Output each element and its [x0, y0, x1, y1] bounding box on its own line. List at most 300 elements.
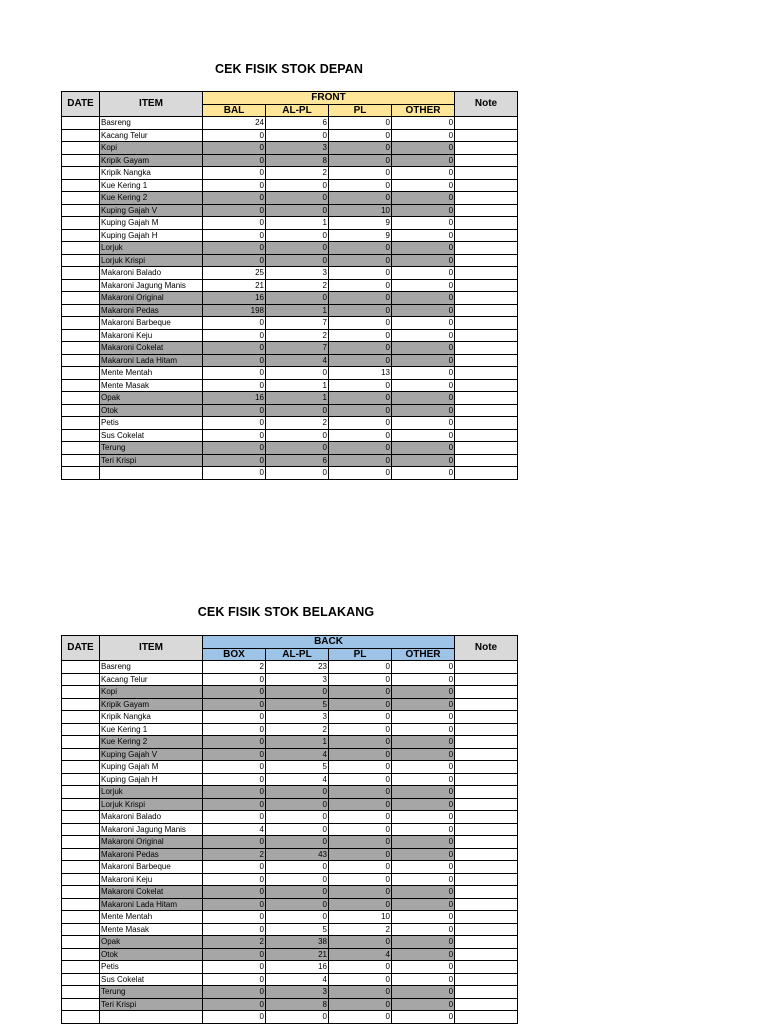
qty-cell-3: 0: [329, 379, 392, 392]
qty-cell-4: 0: [392, 167, 455, 180]
date-cell: [62, 154, 100, 167]
item-cell: Kue Kering 1: [100, 723, 203, 736]
qty-cell-1: 0: [203, 467, 266, 480]
date-cell: [62, 936, 100, 949]
item-cell: Basreng: [100, 661, 203, 674]
qty-cell-3: 13: [329, 367, 392, 380]
qty-cell-4: 0: [392, 392, 455, 405]
qty-cell-3: 4: [329, 948, 392, 961]
date-cell: [62, 861, 100, 874]
qty-cell-3: 0: [329, 861, 392, 874]
qty-cell-4: 0: [392, 354, 455, 367]
item-cell: Makaroni Lada Hitam: [100, 898, 203, 911]
qty-cell-2: 7: [266, 317, 329, 330]
qty-cell-1: 0: [203, 711, 266, 724]
qty-cell-4: 0: [392, 454, 455, 467]
qty-cell-4: 0: [392, 923, 455, 936]
qty-cell-4: 0: [392, 417, 455, 430]
qty-cell-1: 0: [203, 998, 266, 1011]
table-row: [62, 304, 518, 317]
qty-cell-2: 0: [266, 798, 329, 811]
date-cell: [62, 454, 100, 467]
note-cell: [455, 404, 518, 417]
qty-cell-4: 0: [392, 786, 455, 799]
table-row: [62, 736, 518, 749]
qty-cell-2: 4: [266, 748, 329, 761]
table-row: [62, 723, 518, 736]
qty-cell-3: 0: [329, 973, 392, 986]
table-row: [62, 673, 518, 686]
note-cell: [455, 367, 518, 380]
date-cell: [62, 467, 100, 480]
qty-cell-1: 0: [203, 798, 266, 811]
qty-cell-4: 0: [392, 986, 455, 999]
item-header: ITEM: [100, 92, 203, 117]
note-cell: [455, 723, 518, 736]
table-row: [62, 661, 518, 674]
item-cell: Lorjuk Krispi: [100, 254, 203, 267]
item-cell: Makaroni Keju: [100, 329, 203, 342]
qty-cell-2: 43: [266, 848, 329, 861]
date-cell: [62, 417, 100, 430]
qty-cell-3: 0: [329, 154, 392, 167]
qty-cell-2: 0: [266, 823, 329, 836]
date-cell: [62, 242, 100, 255]
note-cell: [455, 836, 518, 849]
qty-cell-1: 0: [203, 367, 266, 380]
item-cell: Mente Masak: [100, 379, 203, 392]
qty-cell-2: 3: [266, 142, 329, 155]
qty-cell-2: 8: [266, 998, 329, 1011]
note-cell: [455, 442, 518, 455]
item-cell: Makaroni Original: [100, 836, 203, 849]
table-row: [62, 254, 518, 267]
note-cell: [455, 786, 518, 799]
qty-cell-4: 0: [392, 442, 455, 455]
item-cell: Makaroni Original: [100, 292, 203, 305]
item-cell: Kripik Nangka: [100, 167, 203, 180]
qty-cell-1: 21: [203, 279, 266, 292]
table-row: [62, 129, 518, 142]
item-cell: Kopi: [100, 686, 203, 699]
qty-cell-3: 0: [329, 429, 392, 442]
item-cell: Makaroni Jagung Manis: [100, 279, 203, 292]
qty-cell-4: 0: [392, 798, 455, 811]
note-cell: [455, 154, 518, 167]
qty-cell-4: 0: [392, 661, 455, 674]
date-cell: [62, 367, 100, 380]
qty-cell-4: 0: [392, 217, 455, 230]
back-stock-table: [61, 635, 518, 1024]
note-cell: [455, 267, 518, 280]
qty-cell-2: 3: [266, 986, 329, 999]
qty-cell-4: 0: [392, 304, 455, 317]
note-cell: [455, 936, 518, 949]
qty-cell-3: 0: [329, 736, 392, 749]
table-row: [62, 117, 518, 130]
date-cell: [62, 304, 100, 317]
qty-cell-1: 0: [203, 736, 266, 749]
item-cell: Kacang Telur: [100, 129, 203, 142]
item-cell: Makaroni Keju: [100, 873, 203, 886]
al-pl-header: AL-PL: [266, 648, 329, 661]
table-row: [62, 936, 518, 949]
table-row: [62, 911, 518, 924]
date-cell: [62, 836, 100, 849]
note-cell: [455, 217, 518, 230]
note-cell: [455, 686, 518, 699]
date-cell: [62, 142, 100, 155]
qty-cell-1: 0: [203, 748, 266, 761]
note-cell: [455, 998, 518, 1011]
qty-cell-2: 1: [266, 217, 329, 230]
date-cell: [62, 442, 100, 455]
item-cell: Petis: [100, 417, 203, 430]
table-row: [62, 242, 518, 255]
qty-cell-1: 0: [203, 317, 266, 330]
date-cell: [62, 911, 100, 924]
qty-cell-2: 0: [266, 192, 329, 205]
qty-cell-4: 0: [392, 279, 455, 292]
note-cell: [455, 711, 518, 724]
date-header: DATE: [62, 636, 100, 661]
qty-cell-4: 0: [392, 911, 455, 924]
item-cell: Makaroni Jagung Manis: [100, 823, 203, 836]
qty-cell-3: 0: [329, 886, 392, 899]
qty-cell-3: 0: [329, 354, 392, 367]
note-cell: [455, 823, 518, 836]
qty-cell-2: 8: [266, 154, 329, 167]
pl-header: PL: [329, 648, 392, 661]
qty-cell-1: 0: [203, 229, 266, 242]
note-cell: [455, 898, 518, 911]
table-row: [62, 861, 518, 874]
qty-cell-4: 0: [392, 129, 455, 142]
item-cell: Makaroni Cokelat: [100, 886, 203, 899]
date-cell: [62, 392, 100, 405]
qty-cell-4: 0: [392, 811, 455, 824]
note-cell: [455, 761, 518, 774]
qty-cell-2: 0: [266, 898, 329, 911]
note-cell: [455, 167, 518, 180]
note-cell: [455, 811, 518, 824]
qty-cell-4: 0: [392, 761, 455, 774]
item-cell: Makaroni Balado: [100, 811, 203, 824]
date-cell: [62, 986, 100, 999]
qty-cell-4: 0: [392, 292, 455, 305]
qty-cell-3: 0: [329, 1011, 392, 1024]
qty-cell-3: 0: [329, 748, 392, 761]
item-cell: Kuping Gajah M: [100, 217, 203, 230]
table-row: [62, 467, 518, 480]
qty-cell-2: 0: [266, 467, 329, 480]
qty-cell-1: 0: [203, 911, 266, 924]
item-cell: Opak: [100, 936, 203, 949]
qty-cell-2: 0: [266, 873, 329, 886]
table-row: [62, 142, 518, 155]
note-cell: [455, 142, 518, 155]
item-cell: Kue Kering 1: [100, 179, 203, 192]
note-cell: [455, 673, 518, 686]
table-row: [62, 179, 518, 192]
qty-cell-1: 0: [203, 948, 266, 961]
front-group-header: FRONT: [203, 92, 455, 105]
table-row: [62, 761, 518, 774]
item-cell: Otok: [100, 404, 203, 417]
item-cell: Kuping Gajah V: [100, 748, 203, 761]
note-cell: [455, 798, 518, 811]
qty-cell-3: 0: [329, 723, 392, 736]
qty-cell-2: 2: [266, 167, 329, 180]
qty-cell-3: 0: [329, 317, 392, 330]
note-cell: [455, 129, 518, 142]
qty-cell-2: 0: [266, 229, 329, 242]
item-cell: Teri Krispi: [100, 454, 203, 467]
qty-cell-1: 16: [203, 392, 266, 405]
qty-cell-1: 0: [203, 836, 266, 849]
item-cell: Petis: [100, 961, 203, 974]
qty-cell-4: 0: [392, 948, 455, 961]
qty-cell-3: 0: [329, 192, 392, 205]
item-cell: Makaroni Barbeque: [100, 317, 203, 330]
item-cell: Makaroni Barbeque: [100, 861, 203, 874]
table-row: [62, 698, 518, 711]
item-cell: Lorjuk: [100, 786, 203, 799]
date-cell: [62, 748, 100, 761]
qty-cell-3: 0: [329, 467, 392, 480]
item-cell: Kripik Gayam: [100, 698, 203, 711]
qty-cell-2: 38: [266, 936, 329, 949]
back-table-title: CEK FISIK STOK BELAKANG: [197, 605, 375, 619]
date-cell: [62, 267, 100, 280]
qty-cell-4: 0: [392, 379, 455, 392]
item-cell: Makaroni Pedas: [100, 848, 203, 861]
date-header: DATE: [62, 92, 100, 117]
table-row: [62, 823, 518, 836]
qty-cell-3: 0: [329, 304, 392, 317]
date-cell: [62, 229, 100, 242]
qty-cell-4: 0: [392, 117, 455, 130]
item-cell: Kacang Telur: [100, 673, 203, 686]
note-header: Note: [455, 636, 518, 661]
qty-cell-1: 0: [203, 242, 266, 255]
date-cell: [62, 873, 100, 886]
qty-cell-3: 0: [329, 267, 392, 280]
date-cell: [62, 761, 100, 774]
item-cell: Kue Kering 2: [100, 736, 203, 749]
item-header: ITEM: [100, 636, 203, 661]
qty-cell-2: 1: [266, 304, 329, 317]
qty-cell-3: 0: [329, 986, 392, 999]
note-cell: [455, 179, 518, 192]
table-row: [62, 773, 518, 786]
qty-cell-2: 21: [266, 948, 329, 961]
date-cell: [62, 923, 100, 936]
table-row: [62, 317, 518, 330]
qty-cell-2: 0: [266, 442, 329, 455]
note-cell: [455, 1011, 518, 1024]
date-cell: [62, 354, 100, 367]
item-cell: Kuping Gajah H: [100, 773, 203, 786]
qty-cell-2: 0: [266, 129, 329, 142]
table-row: [62, 748, 518, 761]
qty-cell-3: 10: [329, 204, 392, 217]
qty-cell-3: 0: [329, 836, 392, 849]
note-cell: [455, 773, 518, 786]
date-cell: [62, 279, 100, 292]
qty-cell-3: 0: [329, 661, 392, 674]
qty-cell-1: 4: [203, 823, 266, 836]
table-row: [62, 292, 518, 305]
qty-cell-3: 0: [329, 686, 392, 699]
qty-cell-4: 0: [392, 861, 455, 874]
date-cell: [62, 798, 100, 811]
qty-cell-2: 0: [266, 242, 329, 255]
note-cell: [455, 304, 518, 317]
qty-cell-3: 0: [329, 711, 392, 724]
date-cell: [62, 786, 100, 799]
item-cell: Makaroni Balado: [100, 267, 203, 280]
item-cell: Kopi: [100, 142, 203, 155]
table-row: [62, 379, 518, 392]
qty-cell-2: 23: [266, 661, 329, 674]
table-row: [62, 686, 518, 699]
qty-cell-3: 0: [329, 167, 392, 180]
qty-cell-1: 0: [203, 861, 266, 874]
qty-cell-4: 0: [392, 317, 455, 330]
qty-cell-4: 0: [392, 154, 455, 167]
date-cell: [62, 379, 100, 392]
qty-cell-4: 0: [392, 142, 455, 155]
table-row: [62, 204, 518, 217]
qty-cell-2: 4: [266, 773, 329, 786]
qty-cell-1: 0: [203, 761, 266, 774]
table-row: [62, 848, 518, 861]
qty-cell-2: 0: [266, 179, 329, 192]
table-row: [62, 267, 518, 280]
item-cell: [100, 467, 203, 480]
note-cell: [455, 886, 518, 899]
qty-cell-4: 0: [392, 973, 455, 986]
qty-cell-4: 0: [392, 242, 455, 255]
qty-cell-3: 0: [329, 773, 392, 786]
table-row: [62, 417, 518, 430]
qty-cell-4: 0: [392, 229, 455, 242]
qty-cell-3: 0: [329, 242, 392, 255]
qty-cell-3: 0: [329, 442, 392, 455]
note-cell: [455, 429, 518, 442]
table-row: [62, 429, 518, 442]
qty-cell-3: 0: [329, 179, 392, 192]
item-cell: Kue Kering 2: [100, 192, 203, 205]
qty-cell-2: 16: [266, 961, 329, 974]
table-row: [62, 898, 518, 911]
qty-cell-1: 0: [203, 898, 266, 911]
date-cell: [62, 1011, 100, 1024]
qty-cell-3: 0: [329, 404, 392, 417]
note-cell: [455, 204, 518, 217]
qty-cell-2: 0: [266, 836, 329, 849]
qty-cell-3: 0: [329, 873, 392, 886]
qty-cell-2: 2: [266, 417, 329, 430]
qty-cell-1: 16: [203, 292, 266, 305]
qty-cell-4: 0: [392, 254, 455, 267]
qty-cell-2: 0: [266, 367, 329, 380]
qty-cell-4: 0: [392, 898, 455, 911]
date-cell: [62, 686, 100, 699]
date-cell: [62, 823, 100, 836]
item-cell: Sus Cokelat: [100, 973, 203, 986]
qty-cell-1: 198: [203, 304, 266, 317]
qty-cell-2: 0: [266, 254, 329, 267]
back-group-header: BACK: [203, 636, 455, 649]
table-row: [62, 1011, 518, 1024]
date-cell: [62, 117, 100, 130]
note-header: Note: [455, 92, 518, 117]
qty-cell-4: 0: [392, 936, 455, 949]
bal-header: BAL: [203, 104, 266, 117]
qty-cell-1: 0: [203, 167, 266, 180]
table-row: [62, 873, 518, 886]
date-cell: [62, 673, 100, 686]
qty-cell-2: 0: [266, 686, 329, 699]
qty-cell-3: 0: [329, 129, 392, 142]
qty-cell-2: 4: [266, 973, 329, 986]
qty-cell-3: 0: [329, 786, 392, 799]
qty-cell-1: 2: [203, 848, 266, 861]
qty-cell-3: 0: [329, 998, 392, 1011]
qty-cell-3: 0: [329, 454, 392, 467]
item-cell: Terung: [100, 986, 203, 999]
qty-cell-2: 5: [266, 923, 329, 936]
qty-cell-2: 3: [266, 267, 329, 280]
date-cell: [62, 898, 100, 911]
qty-cell-3: 0: [329, 392, 392, 405]
item-cell: Mente Mentah: [100, 911, 203, 924]
note-cell: [455, 292, 518, 305]
qty-cell-1: 2: [203, 936, 266, 949]
table-row: [62, 886, 518, 899]
item-cell: [100, 1011, 203, 1024]
qty-cell-2: 0: [266, 911, 329, 924]
date-cell: [62, 723, 100, 736]
item-cell: Kuping Gajah V: [100, 204, 203, 217]
table-row: [62, 786, 518, 799]
table-row: [62, 961, 518, 974]
qty-cell-2: 0: [266, 429, 329, 442]
qty-cell-1: 0: [203, 192, 266, 205]
date-cell: [62, 886, 100, 899]
qty-cell-3: 0: [329, 811, 392, 824]
item-cell: Lorjuk: [100, 242, 203, 255]
item-cell: Mente Masak: [100, 923, 203, 936]
qty-cell-1: 0: [203, 886, 266, 899]
qty-cell-3: 0: [329, 417, 392, 430]
qty-cell-1: 0: [203, 204, 266, 217]
table-row: [62, 367, 518, 380]
note-cell: [455, 117, 518, 130]
qty-cell-4: 0: [392, 873, 455, 886]
qty-cell-3: 0: [329, 329, 392, 342]
qty-cell-1: 0: [203, 723, 266, 736]
qty-cell-1: 2: [203, 661, 266, 674]
note-cell: [455, 923, 518, 936]
item-cell: Terung: [100, 442, 203, 455]
other-header: OTHER: [392, 648, 455, 661]
date-cell: [62, 698, 100, 711]
qty-cell-1: 0: [203, 442, 266, 455]
qty-cell-1: 0: [203, 142, 266, 155]
